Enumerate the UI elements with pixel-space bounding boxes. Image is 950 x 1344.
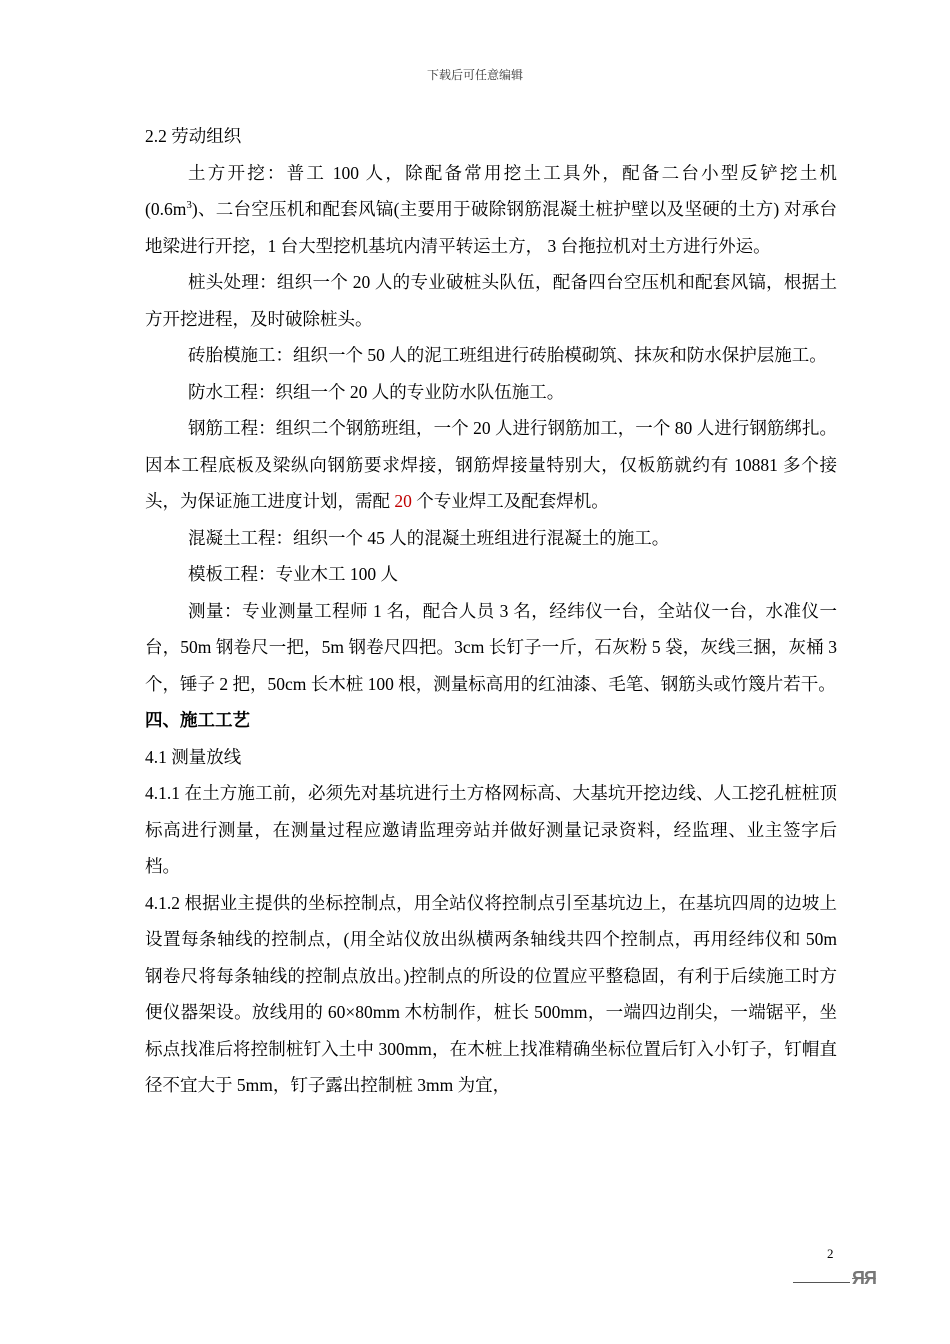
superscript-3: 3 [186, 199, 192, 212]
page-header: 下载后可任意编辑 [426, 68, 523, 82]
paragraph-concrete: 混凝土工程：组织一个 45 人的混凝土班组进行混凝土的施工。 [188, 527, 670, 548]
paragraph-survey: 测量：专业测量工程师 1 名，配合人员 3 名，经纬仪一台，全站仪一台，水准仪一台，50m 钢卷尺一把，5m 钢卷尺四把。3cm 长钉子一斤，石灰粉 5 袋，灰线三捆，灰桶 3 个，锤子 2 把，50cm 长木桩 100 根，测量标高用的红油漆、毛笔、钢筋头或竹篾片若干。 [145, 600, 837, 694]
page-number: 2 [827, 1246, 834, 1261]
paragraph-rebar [145, 410, 837, 520]
paragraph-earthwork-part2: )、二台空压机和配套风镐(主要用于破除钢筋混凝土桩护壁以及坚硬的土方) 对承台地梁进行开挖，1 台大型挖机基坑内清平转运土方， 3 台拖拉机对土方进行外运。 [145, 199, 837, 256]
footer-divider [793, 1282, 850, 1283]
footer-mark: ЯЯ [852, 1268, 876, 1288]
paragraph-waterproof: 防水工程：织组一个 20 人的专业防水队伍施工。 [188, 381, 565, 402]
section-heading-2-2: 2.2 劳动组织 [145, 126, 242, 146]
document-body [145, 118, 837, 1104]
section-heading-4: 四、施工工艺 [145, 710, 250, 730]
highlighted-number: 20 [394, 491, 412, 511]
paragraph-earthwork-part1: 土方开挖：普工 100 人，除配备常用挖土工具外，配备二台小型反铲挖土机 (0.6m [145, 162, 837, 219]
section-heading-4-1: 4.1 测量放线 [145, 746, 242, 767]
paragraph-brick-mold: 砖胎模施工：组织一个 50 人的泥工班组进行砖胎模砌筑、抹灰和防水保护层施工。 [188, 345, 827, 365]
paragraph-earthwork [145, 155, 837, 265]
paragraph-rebar-part1: 钢筋工程：组织二个钢筋班组，一个 20 人进行钢筋加工，一个 80 人进行钢筋绑扎。因本工程底板及梁纵向钢筋要求焊接，钢筋焊接量特别大，仅板筋就约有 10881 多个接头，为保证施工进度计划，需配 [145, 418, 837, 511]
paragraph-pile-head: 桩头处理：组织一个 20 人的专业破桩头队伍，配备四台空压机和配套风镐，根据土方开挖进程，及时破除桩头。 [145, 272, 837, 329]
paragraph-4-1-1: 4.1.1 在土方施工前，必须先对基坑进行土方格网标高、大基坑开挖边线、人工挖孔桩桩顶标高进行测量，在测量过程应邀请监理旁站并做好测量记录资料，经监理、业主签字后档。 [145, 783, 837, 876]
paragraph-formwork: 模板工程：专业木工 100 人 [188, 564, 398, 584]
paragraph-4-1-2: 4.1.2 根据业主提供的坐标控制点，用全站仪将控制点引至基坑边上，在基坑四周的边坡上设置每条轴线的控制点，(用全站仪放出纵横两条轴线共四个控制点，再用经纬仪和 50m 钢卷尺将每条轴线的控制点放出。)控制点的所设的位置应平整稳固，有利于后续施工时方便仪器架设。放线用的 60×80mm 木枋制作，桩长 500mm，一端四边削尖，一端锯平，坐标点找准后将控制桩钉入土中 300mm，在木桩上找准精确坐标位置后钉入小钉子，钉帽直径不宜大于 5mm，钉子露出控制桩 3mm 为宜， [145, 892, 837, 1095]
paragraph-rebar-part2: 个专业焊工及配套焊机。 [411, 491, 609, 511]
